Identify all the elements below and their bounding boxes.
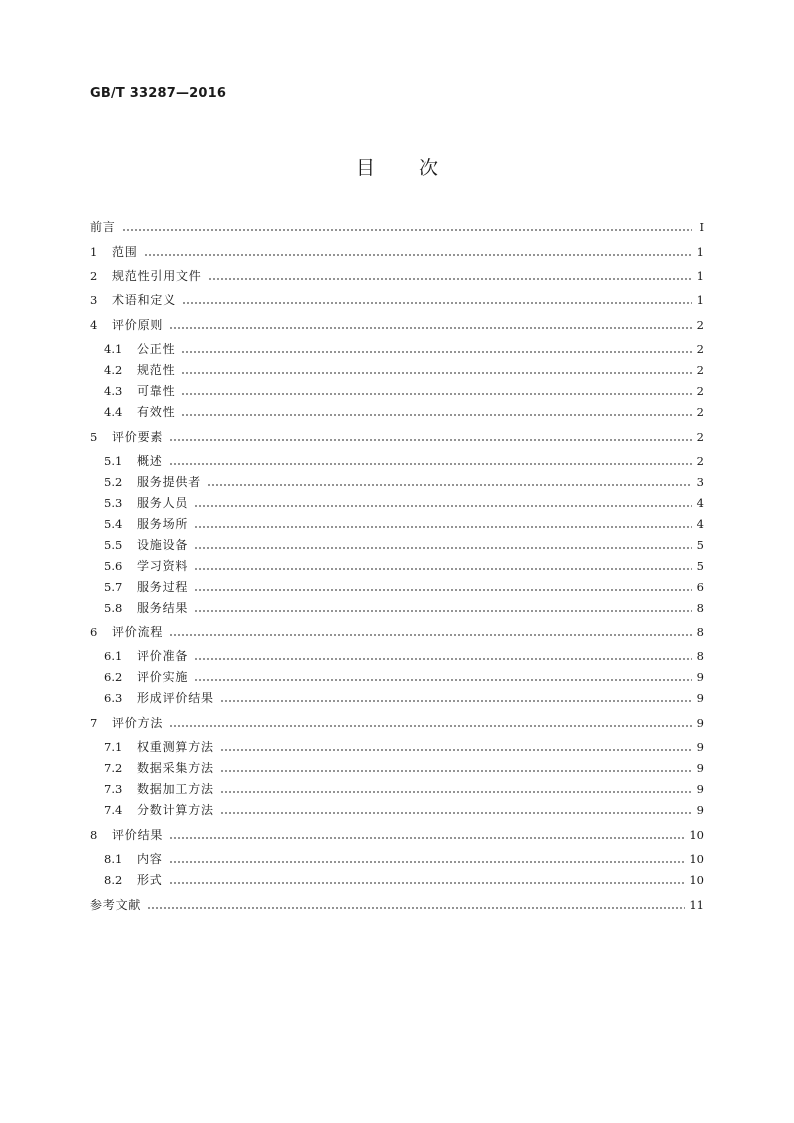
toc-entry[interactable] [90,243,704,261]
toc-leader-dots [169,428,692,446]
toc-entry-page: 9 [696,691,704,705]
toc-entry-page: 1 [696,245,704,259]
toc-leader-dots [169,316,692,334]
toc-entry[interactable] [104,452,704,470]
toc-entry-page: 8 [696,649,704,663]
toc-entry-number: 7.3 [104,782,123,796]
toc-entry[interactable] [90,267,704,285]
toc-entry-page: 10 [689,852,704,866]
toc-entry-number: 6.2 [104,670,123,684]
toc-entry[interactable] [90,218,704,236]
toc-entry-page: 8 [696,625,704,639]
toc-entry-number: 2 [90,269,98,283]
toc-entry-number: 5.1 [104,454,123,468]
toc-entry[interactable] [104,340,704,358]
toc-leader-dots [220,738,692,756]
toc-entry-page: 2 [696,363,704,377]
toc-leader-dots [194,599,692,617]
toc-entry-number: 7.4 [104,803,123,817]
toc-entry[interactable] [104,557,704,575]
toc-entry-number: 7.2 [104,761,123,775]
toc-entry-label: 服务场所 [137,517,189,531]
toc-leader-dots [220,801,692,819]
toc-entry[interactable] [104,780,704,798]
toc-entry[interactable] [104,850,704,868]
toc-leader-dots [169,826,685,844]
toc-entry-number: 7 [90,716,98,730]
toc-leader-dots [194,668,692,686]
toc-entry-label: 形成评价结果 [137,691,214,705]
toc-entry[interactable] [104,361,704,379]
toc-entry-number: 4.4 [104,405,123,419]
toc-entry-label: 范围 [112,245,138,259]
toc-entry-label: 评价流程 [112,625,164,639]
toc-entry-label: 评价实施 [137,670,189,684]
title-char-1: 目 [355,157,375,179]
toc-entry[interactable] [104,578,704,596]
toc-entry[interactable] [104,473,704,491]
toc-entry-page: 6 [696,580,704,594]
toc-entry-label: 数据采集方法 [137,761,214,775]
toc-entry[interactable] [104,759,704,777]
toc-entry-number: 8.2 [104,873,123,887]
toc-entry-page: 9 [696,740,704,754]
toc-entry-number: 5.5 [104,538,123,552]
toc-entry[interactable] [104,689,704,707]
toc-entry-label: 规范性引用文件 [112,269,202,283]
toc-entry-page: 2 [696,430,704,444]
toc-entry-page: 2 [696,318,704,332]
toc-entry-page: 10 [689,873,704,887]
toc-entry-label: 术语和定义 [112,293,177,307]
toc-leader-dots [169,850,686,868]
toc-entry-page: 2 [696,342,704,356]
page-title [0,153,794,180]
toc-leader-dots [194,494,692,512]
toc-leader-dots [169,452,692,470]
standard-code: GB/T 33287—2016 [90,86,227,101]
toc-entry[interactable] [104,515,704,533]
toc-entry[interactable] [104,599,704,617]
toc-leader-dots [122,218,692,236]
toc-entry-number: 8.1 [104,852,123,866]
toc-leader-dots [194,578,692,596]
toc-entry-number: 6.1 [104,649,123,663]
toc-entry-page: 9 [696,803,704,817]
toc-entry[interactable] [90,826,704,844]
toc-entry-number: 5.6 [104,559,123,573]
toc-entry-number: 5.2 [104,475,123,489]
toc-entry[interactable] [90,896,704,914]
toc-entry-page: 11 [689,898,704,912]
toc-entry-page: 3 [696,475,704,489]
toc-entry[interactable] [104,382,704,400]
toc-entry-number: 6 [90,625,98,639]
toc-leader-dots [147,896,685,914]
toc-entry[interactable] [104,647,704,665]
toc-entry-label: 公正性 [137,342,176,356]
toc-entry-page: 10 [689,828,704,842]
toc-entry-page: 1 [696,269,704,283]
toc-entry-number: 4 [90,318,98,332]
toc-leader-dots [144,243,692,261]
toc-entry-label: 概述 [137,454,163,468]
toc-entry-label: 内容 [137,852,163,866]
toc-entry-number: 5.4 [104,517,123,531]
toc-entry-label: 设施设备 [137,538,189,552]
toc-entry-number: 6.3 [104,691,123,705]
toc-entry-number: 4.3 [104,384,123,398]
toc-leader-dots [169,871,686,889]
toc-entry-number: 4.2 [104,363,123,377]
toc-entry[interactable] [90,623,704,641]
toc-entry-label: 评价原则 [112,318,164,332]
toc-leader-dots [169,623,692,641]
toc-entry-label: 评价要素 [112,430,164,444]
toc-leader-dots [194,557,692,575]
toc-entry-label: 评价方法 [112,716,164,730]
toc-entry-number: 1 [90,245,98,259]
title-char-2: 次 [419,157,439,179]
toc-leader-dots [181,403,692,421]
toc-entry[interactable] [104,536,704,554]
toc-entry-page: 2 [696,454,704,468]
toc-entry[interactable] [104,801,704,819]
toc-entry[interactable] [90,714,704,732]
toc-entry[interactable] [104,738,704,756]
toc-entry-page: 5 [696,538,704,552]
toc-entry-page: 5 [696,559,704,573]
toc-entry-label: 权重测算方法 [137,740,214,754]
toc-entry-page: 2 [696,384,704,398]
toc-leader-dots [181,340,692,358]
toc-entry-page: 4 [696,496,704,510]
toc-entry-label: 服务提供者 [137,475,202,489]
toc-entry-page: 9 [696,716,704,730]
toc-entry[interactable] [104,871,704,889]
toc-entry-number: 4.1 [104,342,123,356]
toc-entry-label: 服务结果 [137,601,189,615]
toc-entry-label: 评价准备 [137,649,189,663]
toc-entry-number: 3 [90,293,98,307]
toc-entry-number: 5.7 [104,580,123,594]
toc-leader-dots [207,473,692,491]
toc-entry-page: 8 [696,601,704,615]
toc-entry[interactable] [90,291,704,309]
toc-entry-label: 形式 [137,873,163,887]
toc-entry-number: 5 [90,430,98,444]
toc-leader-dots [194,536,692,554]
toc-entry-label: 有效性 [137,405,176,419]
toc-entry-page: 1 [696,293,704,307]
toc-entry[interactable] [90,428,704,446]
toc-entry[interactable] [90,316,704,334]
toc-entry-page: 9 [696,782,704,796]
toc-entry-page: I [699,220,704,234]
toc-entry-label: 可靠性 [137,384,176,398]
toc-leader-dots [181,382,692,400]
toc-leader-dots [181,361,692,379]
toc-entry-label: 数据加工方法 [137,782,214,796]
toc-entry-number: 5.3 [104,496,123,510]
toc-leader-dots [220,759,692,777]
toc-entry-label: 参考文献 [90,898,142,912]
toc-entry-label: 规范性 [137,363,176,377]
toc-entry-number: 7.1 [104,740,123,754]
toc-entry-page: 9 [696,670,704,684]
toc-entry-number: 8 [90,828,98,842]
toc-leader-dots [182,291,692,309]
toc-leader-dots [169,714,692,732]
toc-entry-number: 5.8 [104,601,123,615]
toc-entry-label: 学习资料 [137,559,189,573]
toc-entry-page: 4 [696,517,704,531]
toc-entry-label: 分数计算方法 [137,803,214,817]
toc-entry-page: 9 [696,761,704,775]
toc-leader-dots [194,515,692,533]
toc-entry-label: 评价结果 [112,828,164,842]
toc-leader-dots [220,780,692,798]
toc-leader-dots [194,647,692,665]
toc-entry[interactable] [104,494,704,512]
toc-entry-label: 前言 [90,220,116,234]
toc-leader-dots [208,267,692,285]
toc-entry-label: 服务过程 [137,580,189,594]
toc-entry-label: 服务人员 [137,496,189,510]
toc-entry[interactable] [104,403,704,421]
toc-entry-page: 2 [696,405,704,419]
toc-entry[interactable] [104,668,704,686]
toc-leader-dots [220,689,692,707]
